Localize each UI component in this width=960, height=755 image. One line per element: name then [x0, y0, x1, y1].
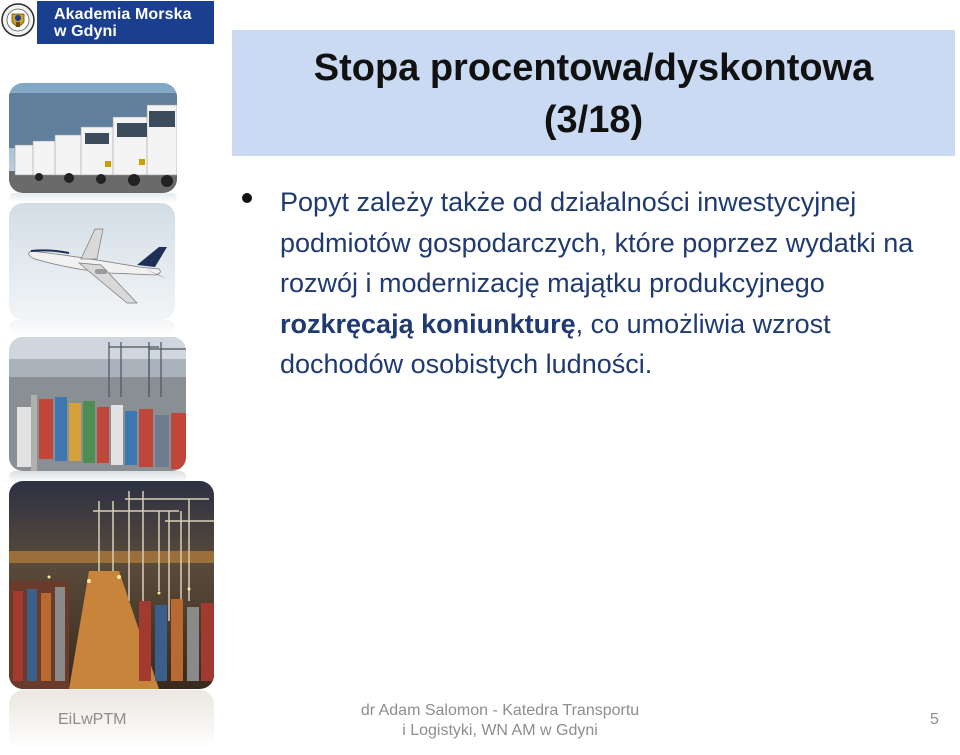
slide-title-line-2: (3/18) — [543, 99, 644, 141]
airplane-photo — [9, 203, 175, 320]
page-number: 5 — [930, 711, 939, 728]
bullet-text-part-1: Popyt zależy także od działalności inwestycyjnej podmiotów gospodarczych, które poprzez wydatki na rozwój i modernizację majątku produkcyjnego — [280, 187, 914, 298]
trucks-photo-reflection — [9, 193, 177, 203]
slide-title — [232, 42, 955, 146]
container-port-photo — [9, 337, 186, 471]
trucks-photo — [9, 83, 177, 193]
footer-author — [330, 701, 670, 741]
bullet-text-bold: rozkręcają koniunkturę — [280, 308, 576, 339]
footer-left: EiLwPTM — [58, 711, 127, 728]
logo-line-1: Akademia Morska — [54, 6, 192, 23]
bullet-text — [280, 182, 950, 385]
academy-crest-icon — [0, 0, 36, 44]
airplane-photo-reflection — [9, 320, 175, 336]
bullet-icon — [242, 193, 252, 203]
bullet-text-part-2: , co umożliwia wzrost dochodów osobistych ludności. — [280, 308, 831, 379]
academy-logo — [37, 1, 214, 44]
slide-title-line-1: Stopa procentowa/dyskontowa — [313, 47, 874, 89]
logo-line-2: w Gdyni — [54, 23, 117, 40]
footer-author-line-1: dr Adam Salomon - Katedra Transportu — [360, 702, 640, 719]
footer-author-line-2: i Logistyki, WN AM w Gdyni — [402, 722, 598, 739]
night-port-photo — [9, 481, 214, 689]
